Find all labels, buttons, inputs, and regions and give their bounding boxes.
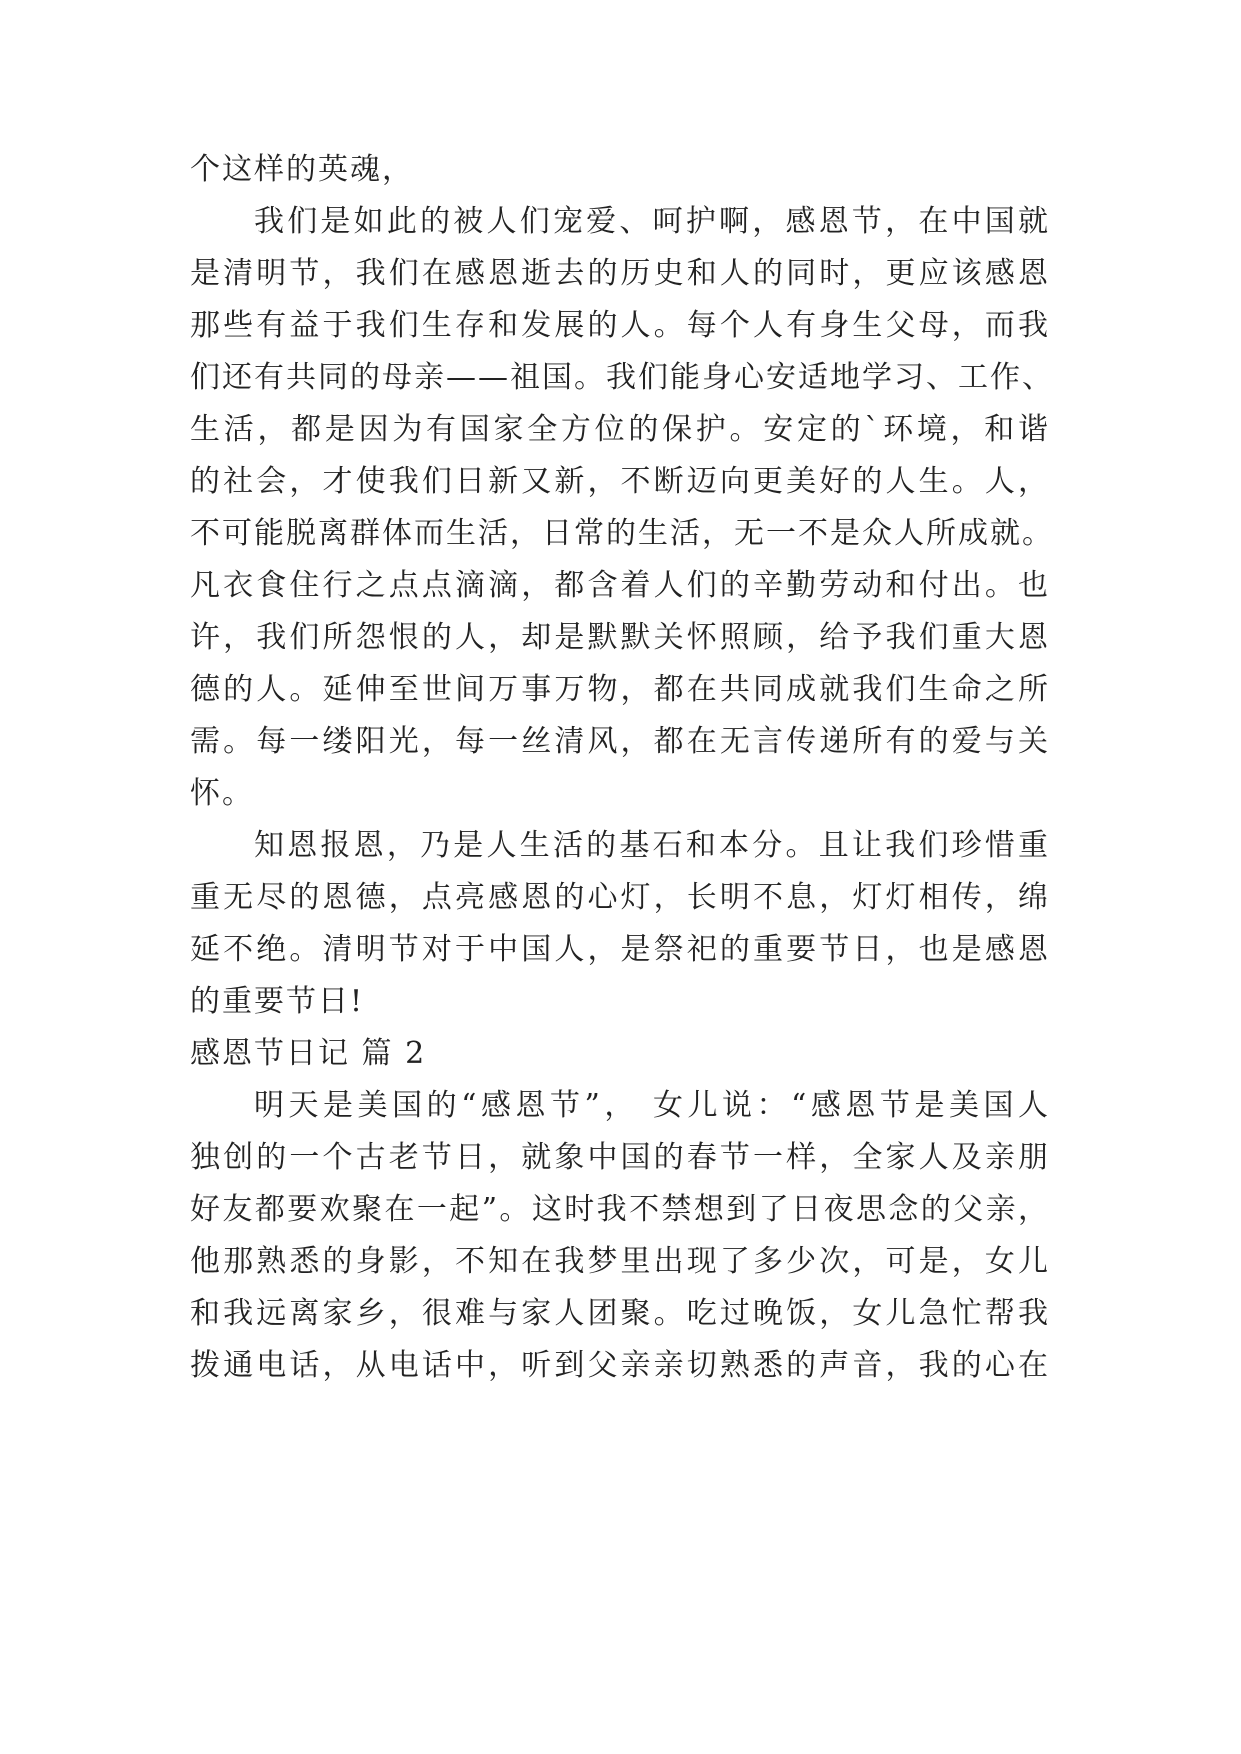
- text-line: 怀。: [190, 776, 254, 811]
- text-line: 独创的一个古老节日，就象中国的春节一样，全家人及亲朋: [190, 1140, 1050, 1175]
- text-line: 的重要节日!: [190, 984, 365, 1019]
- paragraph-start-line: 我们是如此的被人们宠爱、呵护啊，感恩节，在中国就: [254, 204, 1050, 239]
- text-line: 们还有共同的母亲——祖国。我们能身心安适地学习、工作、: [190, 360, 1054, 395]
- text-line: 是清明节，我们在感恩逝去的历史和人的同时，更应该感恩: [190, 256, 1050, 291]
- text-line: 的社会，才使我们日新又新，不断迈向更美好的人生。人，: [190, 464, 1050, 499]
- text-line: 他那熟悉的身影，不知在我梦里出现了多少次，可是，女儿: [190, 1244, 1050, 1279]
- text-line: 和我远离家乡，很难与家人团聚。吃过晚饭，女儿急忙帮我: [190, 1296, 1050, 1331]
- paragraph-start-line: 知恩报恩，乃是人生活的基石和本分。且让我们珍惜重: [254, 828, 1050, 863]
- text-line: 个这样的英魂，: [190, 152, 414, 187]
- text-line: 许，我们所怨恨的人，却是默默关怀照顾，给予我们重大恩: [190, 620, 1050, 655]
- text-line: 凡衣食住行之点点滴滴，都含着人们的辛勤劳动和付出。也: [190, 568, 1050, 603]
- text-line: 生活，都是因为有国家全方位的保护。安定的`环境，和谐: [190, 412, 1050, 447]
- text-line: 德的人。延伸至世间万事万物，都在共同成就我们生命之所: [190, 672, 1050, 707]
- paragraph-start-line: 明天是美国的“感恩节”， 女儿说：“感恩节是美国人: [254, 1088, 1050, 1123]
- text-line: 拨通电话，从电话中，听到父亲亲切熟悉的声音，我的心在: [190, 1348, 1050, 1383]
- text-line: 那些有益于我们生存和发展的人。每个人有身生父母，而我: [190, 308, 1050, 343]
- text-line: 不可能脱离群体而生活，日常的生活，无一不是众人所成就。: [190, 516, 1054, 551]
- section-heading: 感恩节日记 篇 2: [190, 1036, 427, 1071]
- text-line: 好友都要欢聚在一起”。这时我不禁想到了日夜思念的父亲，: [190, 1192, 1050, 1227]
- text-line: 需。每一缕阳光，每一丝清风，都在无言传递所有的爱与关: [190, 724, 1050, 759]
- text-line: 延不绝。清明节对于中国人，是祭祀的重要节日，也是感恩: [190, 932, 1050, 967]
- text-line: 重无尽的恩德，点亮感恩的心灯，长明不息，灯灯相传，绵: [190, 880, 1050, 915]
